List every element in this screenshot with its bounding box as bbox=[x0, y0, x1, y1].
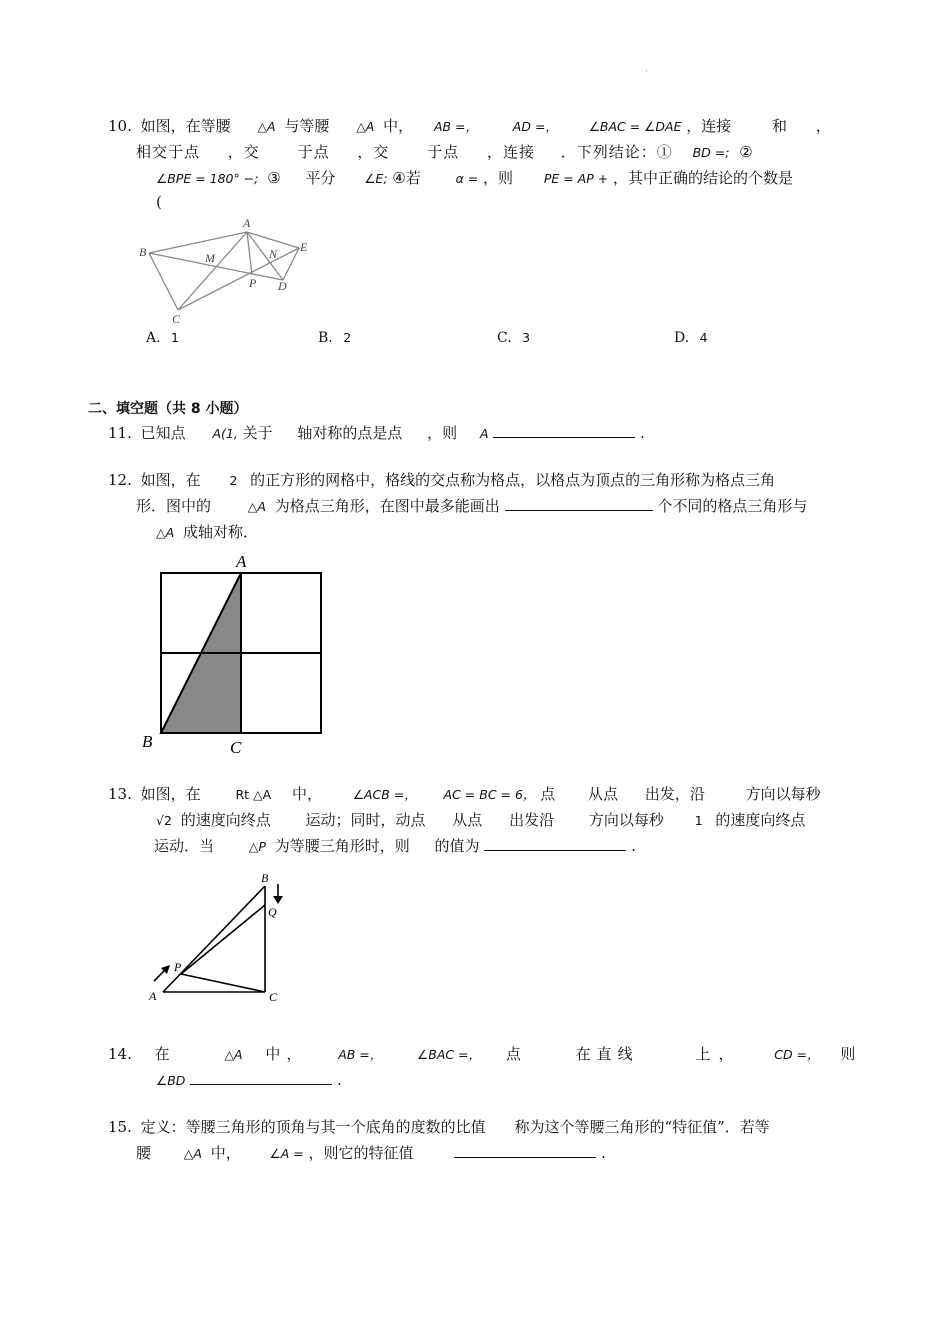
segment-ad bbox=[247, 232, 283, 280]
q10-line-1: 10. 如图，在等腰 △A 与等腰 △A 中， AB =， AD =， ∠BAC = ∠DAE ，连接 和 ， bbox=[108, 117, 831, 135]
question-number: 15. bbox=[108, 1118, 132, 1136]
label-b: B bbox=[139, 245, 147, 259]
q12-grid-figure bbox=[138, 550, 338, 760]
option-b[interactable]: B. 2 bbox=[318, 330, 352, 346]
label-q: Q bbox=[268, 905, 277, 919]
q10-line-2: 相交于点 ，交 于点 ，交 于点 ，连接 ．下列结论：① BD =; ② bbox=[136, 143, 754, 161]
label-c: C bbox=[230, 738, 242, 757]
q14-line-1: 14. 在 △A 中， AB =， ∠BAC =， 点 在直线 上， CD =， 则 bbox=[108, 1045, 856, 1063]
label-a: A bbox=[149, 989, 157, 1003]
question-11: 11. 已知点 A(1, 关于 轴对称的点是点 ，则 A . bbox=[108, 424, 645, 442]
segment-ab bbox=[163, 886, 265, 992]
label-n: N bbox=[269, 247, 278, 261]
q14-line-2: ∠BD . bbox=[156, 1071, 342, 1089]
q10-figure bbox=[135, 215, 315, 327]
arrow-down-head bbox=[273, 896, 283, 904]
label-p: P bbox=[249, 276, 257, 290]
label-b: B bbox=[261, 871, 269, 885]
option-c[interactable]: C. 3 bbox=[497, 330, 531, 346]
question-number: 14. bbox=[108, 1045, 132, 1063]
q13-line-3: 运动．当 △P 为等腰三角形时，则 的值为 . bbox=[154, 837, 636, 855]
segment-pq bbox=[181, 905, 265, 974]
header-mark: · bbox=[645, 67, 648, 77]
q10-line-4: ( bbox=[156, 193, 162, 211]
segment-ba bbox=[149, 232, 247, 253]
answer-blank[interactable] bbox=[454, 1143, 596, 1158]
label-c: C bbox=[172, 312, 181, 326]
label-m: M bbox=[205, 251, 215, 265]
answer-blank[interactable] bbox=[484, 836, 626, 851]
q12-line-3: △A 成轴对称． bbox=[156, 523, 258, 541]
segment-ae bbox=[247, 232, 299, 248]
label-b: B bbox=[142, 732, 153, 751]
question-number: 10. bbox=[108, 117, 132, 135]
segment-bc bbox=[149, 253, 178, 310]
section-title: 二、填空题（共 8 小题） bbox=[88, 401, 248, 417]
q13-figure bbox=[145, 868, 295, 1008]
q10-line-3: ∠BPE = 180° −; ③ 平分 ∠E; ④若 α = ，则 PE = AP + ，其中正确的结论的个数是 bbox=[156, 169, 794, 187]
q13-line-2: √2 的速度向终点 运动；同时，动点 从点 出发沿 方向以每秒 1 的速度向终点 bbox=[156, 811, 806, 829]
question-number: 11. bbox=[108, 424, 132, 442]
label-d: D bbox=[278, 279, 287, 293]
label-a: A bbox=[243, 216, 251, 230]
answer-blank[interactable] bbox=[190, 1070, 332, 1085]
answer-blank[interactable] bbox=[493, 423, 635, 438]
q12-line-1: 12. 如图，在 2 的正方形的网格中，格线的交点称为格点，以格点为顶点的三角形称为格点三角 bbox=[108, 471, 776, 489]
q15-line-2: 腰 △A 中， ∠A = ，则它的特征值 . bbox=[136, 1144, 606, 1162]
option-d[interactable]: D. 4 bbox=[674, 330, 708, 346]
label-p: P bbox=[174, 960, 182, 974]
question-number: 13. bbox=[108, 785, 132, 803]
q13-line-1: 13. 如图，在 Rt △A 中， ∠ACB =， AC = BC = 6， 点 从点 出发，沿 方向以每秒 bbox=[108, 785, 821, 803]
option-a[interactable]: A. 1 bbox=[146, 330, 179, 346]
label-e: E bbox=[300, 240, 308, 254]
answer-blank[interactable] bbox=[505, 496, 653, 511]
q15-line-1: 15. 定义：等腰三角形的顶角与其一个底角的度数的比值 称为这个等腰三角形的“特征值”．若等 bbox=[108, 1118, 770, 1136]
label-c: C bbox=[269, 990, 278, 1004]
question-number: 12. bbox=[108, 471, 132, 489]
segment-pc bbox=[181, 974, 265, 992]
q12-line-2: 形．图中的 △A 为格点三角形，在图中最多能画出 个不同的格点三角形与 bbox=[136, 497, 808, 515]
label-a: A bbox=[236, 552, 247, 571]
